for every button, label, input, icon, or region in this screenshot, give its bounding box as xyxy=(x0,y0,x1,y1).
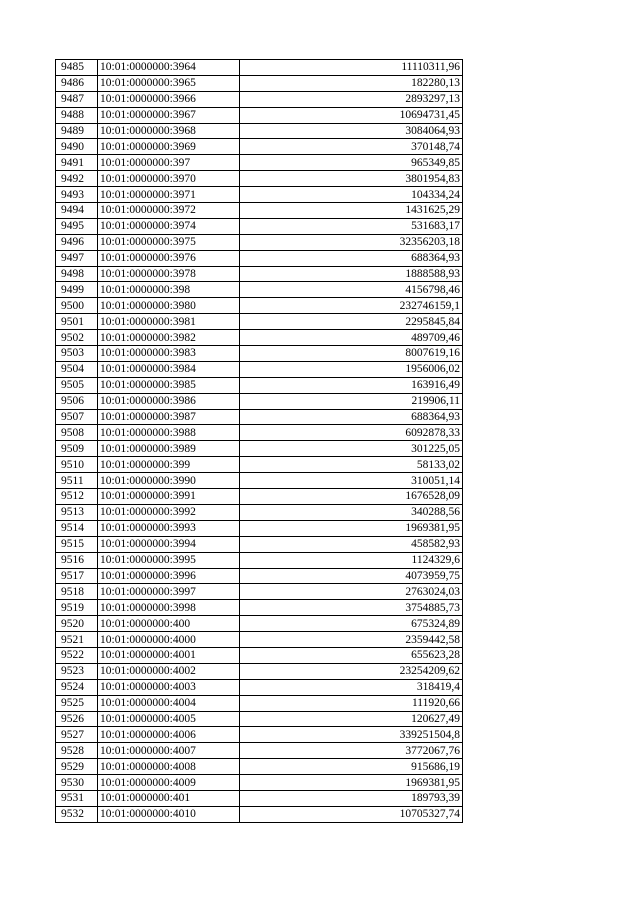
row-number-cell: 9513 xyxy=(56,504,98,520)
row-number-cell: 9507 xyxy=(56,409,98,425)
row-number-cell: 9500 xyxy=(56,298,98,314)
table-row xyxy=(56,75,463,91)
value-cell: 3754885,73 xyxy=(240,600,463,616)
value-cell: 182280,13 xyxy=(240,75,463,91)
row-number-cell: 9532 xyxy=(56,806,98,822)
cadastral-number-cell: 10:01:0000000:3970 xyxy=(98,171,240,187)
value-cell: 32356203,18 xyxy=(240,234,463,250)
row-number-cell: 9511 xyxy=(56,473,98,489)
value-cell: 2893297,13 xyxy=(240,91,463,107)
cadastral-number-cell: 10:01:0000000:398 xyxy=(98,282,240,298)
row-number-cell: 9512 xyxy=(56,489,98,505)
value-cell: 965349,85 xyxy=(240,155,463,171)
row-number-cell: 9499 xyxy=(56,282,98,298)
table-row xyxy=(56,743,463,759)
table-row xyxy=(56,123,463,139)
cadastral-number-cell: 10:01:0000000:4004 xyxy=(98,695,240,711)
row-number-cell: 9529 xyxy=(56,759,98,775)
table-row xyxy=(56,250,463,266)
table-row xyxy=(56,171,463,187)
value-cell: 339251504,8 xyxy=(240,727,463,743)
row-number-cell: 9509 xyxy=(56,441,98,457)
value-cell: 1124329,6 xyxy=(240,552,463,568)
cadastral-number-cell: 10:01:0000000:4003 xyxy=(98,679,240,695)
table-row xyxy=(56,616,463,632)
table-row xyxy=(56,504,463,520)
row-number-cell: 9497 xyxy=(56,250,98,266)
table-row xyxy=(56,218,463,234)
table-row xyxy=(56,139,463,155)
cadastral-number-cell: 10:01:0000000:3988 xyxy=(98,425,240,441)
value-cell: 688364,93 xyxy=(240,250,463,266)
value-cell: 163916,49 xyxy=(240,377,463,393)
cadastral-number-cell: 10:01:0000000:4006 xyxy=(98,727,240,743)
row-number-cell: 9489 xyxy=(56,123,98,139)
value-cell: 489709,46 xyxy=(240,330,463,346)
value-cell: 1956006,02 xyxy=(240,361,463,377)
table-row xyxy=(56,314,463,330)
row-number-cell: 9518 xyxy=(56,584,98,600)
table-row xyxy=(56,727,463,743)
cadastral-number-cell: 10:01:0000000:3965 xyxy=(98,75,240,91)
cadastral-number-cell: 10:01:0000000:3972 xyxy=(98,203,240,219)
cadastral-number-cell: 10:01:0000000:3964 xyxy=(98,60,240,76)
row-number-cell: 9485 xyxy=(56,60,98,76)
table-row xyxy=(56,759,463,775)
value-cell: 301225,05 xyxy=(240,441,463,457)
table-row xyxy=(56,234,463,250)
cadastral-number-cell: 10:01:0000000:4010 xyxy=(98,806,240,822)
cadastral-number-cell: 10:01:0000000:3996 xyxy=(98,568,240,584)
value-cell: 58133,02 xyxy=(240,457,463,473)
table-row xyxy=(56,600,463,616)
value-cell: 1969381,95 xyxy=(240,775,463,791)
value-cell: 219906,11 xyxy=(240,393,463,409)
cadastral-number-cell: 10:01:0000000:4000 xyxy=(98,632,240,648)
cadastral-number-cell: 10:01:0000000:3984 xyxy=(98,361,240,377)
row-number-cell: 9510 xyxy=(56,457,98,473)
value-cell: 120627,49 xyxy=(240,711,463,727)
table-row xyxy=(56,647,463,663)
table-row xyxy=(56,330,463,346)
cadastral-number-cell: 10:01:0000000:3969 xyxy=(98,139,240,155)
row-number-cell: 9522 xyxy=(56,647,98,663)
table-row xyxy=(56,632,463,648)
table-row xyxy=(56,187,463,203)
table-row xyxy=(56,60,463,76)
value-cell: 1888588,93 xyxy=(240,266,463,282)
row-number-cell: 9504 xyxy=(56,361,98,377)
row-number-cell: 9524 xyxy=(56,679,98,695)
row-number-cell: 9498 xyxy=(56,266,98,282)
row-number-cell: 9486 xyxy=(56,75,98,91)
row-number-cell: 9494 xyxy=(56,203,98,219)
cadastral-number-cell: 10:01:0000000:4002 xyxy=(98,663,240,679)
table-row xyxy=(56,695,463,711)
cadastral-number-cell: 10:01:0000000:3976 xyxy=(98,250,240,266)
cadastral-number-cell: 10:01:0000000:3998 xyxy=(98,600,240,616)
value-cell: 232746159,1 xyxy=(240,298,463,314)
row-number-cell: 9506 xyxy=(56,393,98,409)
value-cell: 1969381,95 xyxy=(240,520,463,536)
cadastral-number-cell: 10:01:0000000:3978 xyxy=(98,266,240,282)
cadastral-number-cell: 10:01:0000000:3991 xyxy=(98,489,240,505)
row-number-cell: 9502 xyxy=(56,330,98,346)
cadastral-number-cell: 10:01:0000000:3997 xyxy=(98,584,240,600)
value-cell: 1431625,29 xyxy=(240,203,463,219)
cadastral-number-cell: 10:01:0000000:3980 xyxy=(98,298,240,314)
value-cell: 3772067,76 xyxy=(240,743,463,759)
cadastral-number-cell: 10:01:0000000:3995 xyxy=(98,552,240,568)
row-number-cell: 9525 xyxy=(56,695,98,711)
row-number-cell: 9516 xyxy=(56,552,98,568)
value-cell: 8007619,16 xyxy=(240,346,463,362)
table-row xyxy=(56,520,463,536)
value-cell: 3084064,93 xyxy=(240,123,463,139)
value-cell: 23254209,62 xyxy=(240,663,463,679)
table-row xyxy=(56,266,463,282)
table-row xyxy=(56,489,463,505)
cadastral-number-cell: 10:01:0000000:3966 xyxy=(98,91,240,107)
row-number-cell: 9508 xyxy=(56,425,98,441)
table-row xyxy=(56,298,463,314)
value-cell: 4156798,46 xyxy=(240,282,463,298)
cadastral-number-cell: 10:01:0000000:4008 xyxy=(98,759,240,775)
row-number-cell: 9505 xyxy=(56,377,98,393)
value-cell: 189793,39 xyxy=(240,790,463,806)
value-cell: 104334,24 xyxy=(240,187,463,203)
table-row xyxy=(56,457,463,473)
row-number-cell: 9496 xyxy=(56,234,98,250)
table-row xyxy=(56,552,463,568)
table-row xyxy=(56,568,463,584)
value-cell: 2295845,84 xyxy=(240,314,463,330)
cadastral-number-cell: 10:01:0000000:3974 xyxy=(98,218,240,234)
value-cell: 915686,19 xyxy=(240,759,463,775)
value-cell: 3801954,83 xyxy=(240,171,463,187)
cadastral-number-cell: 10:01:0000000:4009 xyxy=(98,775,240,791)
row-number-cell: 9519 xyxy=(56,600,98,616)
table-row xyxy=(56,361,463,377)
cadastral-number-cell: 10:01:0000000:3982 xyxy=(98,330,240,346)
cadastral-number-cell: 10:01:0000000:3968 xyxy=(98,123,240,139)
cadastral-number-cell: 10:01:0000000:3983 xyxy=(98,346,240,362)
row-number-cell: 9530 xyxy=(56,775,98,791)
value-cell: 111920,66 xyxy=(240,695,463,711)
value-cell: 688364,93 xyxy=(240,409,463,425)
row-number-cell: 9514 xyxy=(56,520,98,536)
row-number-cell: 9492 xyxy=(56,171,98,187)
table-body xyxy=(56,60,463,823)
value-cell: 675324,89 xyxy=(240,616,463,632)
value-cell: 2763024,03 xyxy=(240,584,463,600)
cadastral-number-cell: 10:01:0000000:400 xyxy=(98,616,240,632)
table-row xyxy=(56,441,463,457)
cadastral-number-cell: 10:01:0000000:399 xyxy=(98,457,240,473)
cadastral-number-cell: 10:01:0000000:3994 xyxy=(98,536,240,552)
cadastral-number-cell: 10:01:0000000:3990 xyxy=(98,473,240,489)
cadastral-number-cell: 10:01:0000000:3971 xyxy=(98,187,240,203)
cadastral-number-cell: 10:01:0000000:4001 xyxy=(98,647,240,663)
table-row xyxy=(56,711,463,727)
table-row xyxy=(56,91,463,107)
cadastral-number-cell: 10:01:0000000:3992 xyxy=(98,504,240,520)
row-number-cell: 9490 xyxy=(56,139,98,155)
row-number-cell: 9520 xyxy=(56,616,98,632)
value-cell: 531683,17 xyxy=(240,218,463,234)
value-cell: 2359442,58 xyxy=(240,632,463,648)
table-row xyxy=(56,790,463,806)
row-number-cell: 9523 xyxy=(56,663,98,679)
table-row xyxy=(56,203,463,219)
table-row xyxy=(56,536,463,552)
value-cell: 10705327,74 xyxy=(240,806,463,822)
cadastral-number-cell: 10:01:0000000:397 xyxy=(98,155,240,171)
value-cell: 310051,14 xyxy=(240,473,463,489)
table-row xyxy=(56,393,463,409)
value-cell: 370148,74 xyxy=(240,139,463,155)
value-cell: 10694731,45 xyxy=(240,107,463,123)
row-number-cell: 9527 xyxy=(56,727,98,743)
table-row xyxy=(56,155,463,171)
table-row xyxy=(56,679,463,695)
row-number-cell: 9526 xyxy=(56,711,98,727)
table-row xyxy=(56,377,463,393)
row-number-cell: 9515 xyxy=(56,536,98,552)
value-cell: 318419,4 xyxy=(240,679,463,695)
value-cell: 6092878,33 xyxy=(240,425,463,441)
row-number-cell: 9501 xyxy=(56,314,98,330)
table-row xyxy=(56,409,463,425)
table-row xyxy=(56,584,463,600)
cadastral-number-cell: 10:01:0000000:3986 xyxy=(98,393,240,409)
value-cell: 458582,93 xyxy=(240,536,463,552)
row-number-cell: 9488 xyxy=(56,107,98,123)
value-cell: 340288,56 xyxy=(240,504,463,520)
row-number-cell: 9531 xyxy=(56,790,98,806)
row-number-cell: 9528 xyxy=(56,743,98,759)
cadastral-number-cell: 10:01:0000000:3989 xyxy=(98,441,240,457)
value-cell: 655623,28 xyxy=(240,647,463,663)
value-cell: 11110311,96 xyxy=(240,60,463,76)
cadastral-number-cell: 10:01:0000000:401 xyxy=(98,790,240,806)
data-table xyxy=(55,59,463,823)
row-number-cell: 9517 xyxy=(56,568,98,584)
row-number-cell: 9495 xyxy=(56,218,98,234)
row-number-cell: 9521 xyxy=(56,632,98,648)
cadastral-number-cell: 10:01:0000000:3993 xyxy=(98,520,240,536)
table-row xyxy=(56,663,463,679)
value-cell: 4073959,75 xyxy=(240,568,463,584)
row-number-cell: 9491 xyxy=(56,155,98,171)
cadastral-number-cell: 10:01:0000000:4005 xyxy=(98,711,240,727)
row-number-cell: 9503 xyxy=(56,346,98,362)
table-row xyxy=(56,282,463,298)
cadastral-number-cell: 10:01:0000000:3987 xyxy=(98,409,240,425)
cadastral-number-cell: 10:01:0000000:3975 xyxy=(98,234,240,250)
table-row xyxy=(56,775,463,791)
table-row xyxy=(56,346,463,362)
row-number-cell: 9487 xyxy=(56,91,98,107)
row-number-cell: 9493 xyxy=(56,187,98,203)
cadastral-number-cell: 10:01:0000000:3967 xyxy=(98,107,240,123)
cadastral-number-cell: 10:01:0000000:3985 xyxy=(98,377,240,393)
table-row xyxy=(56,425,463,441)
cadastral-number-cell: 10:01:0000000:3981 xyxy=(98,314,240,330)
value-cell: 1676528,09 xyxy=(240,489,463,505)
table-row xyxy=(56,806,463,822)
cadastral-number-cell: 10:01:0000000:4007 xyxy=(98,743,240,759)
table-row xyxy=(56,107,463,123)
table-row xyxy=(56,473,463,489)
